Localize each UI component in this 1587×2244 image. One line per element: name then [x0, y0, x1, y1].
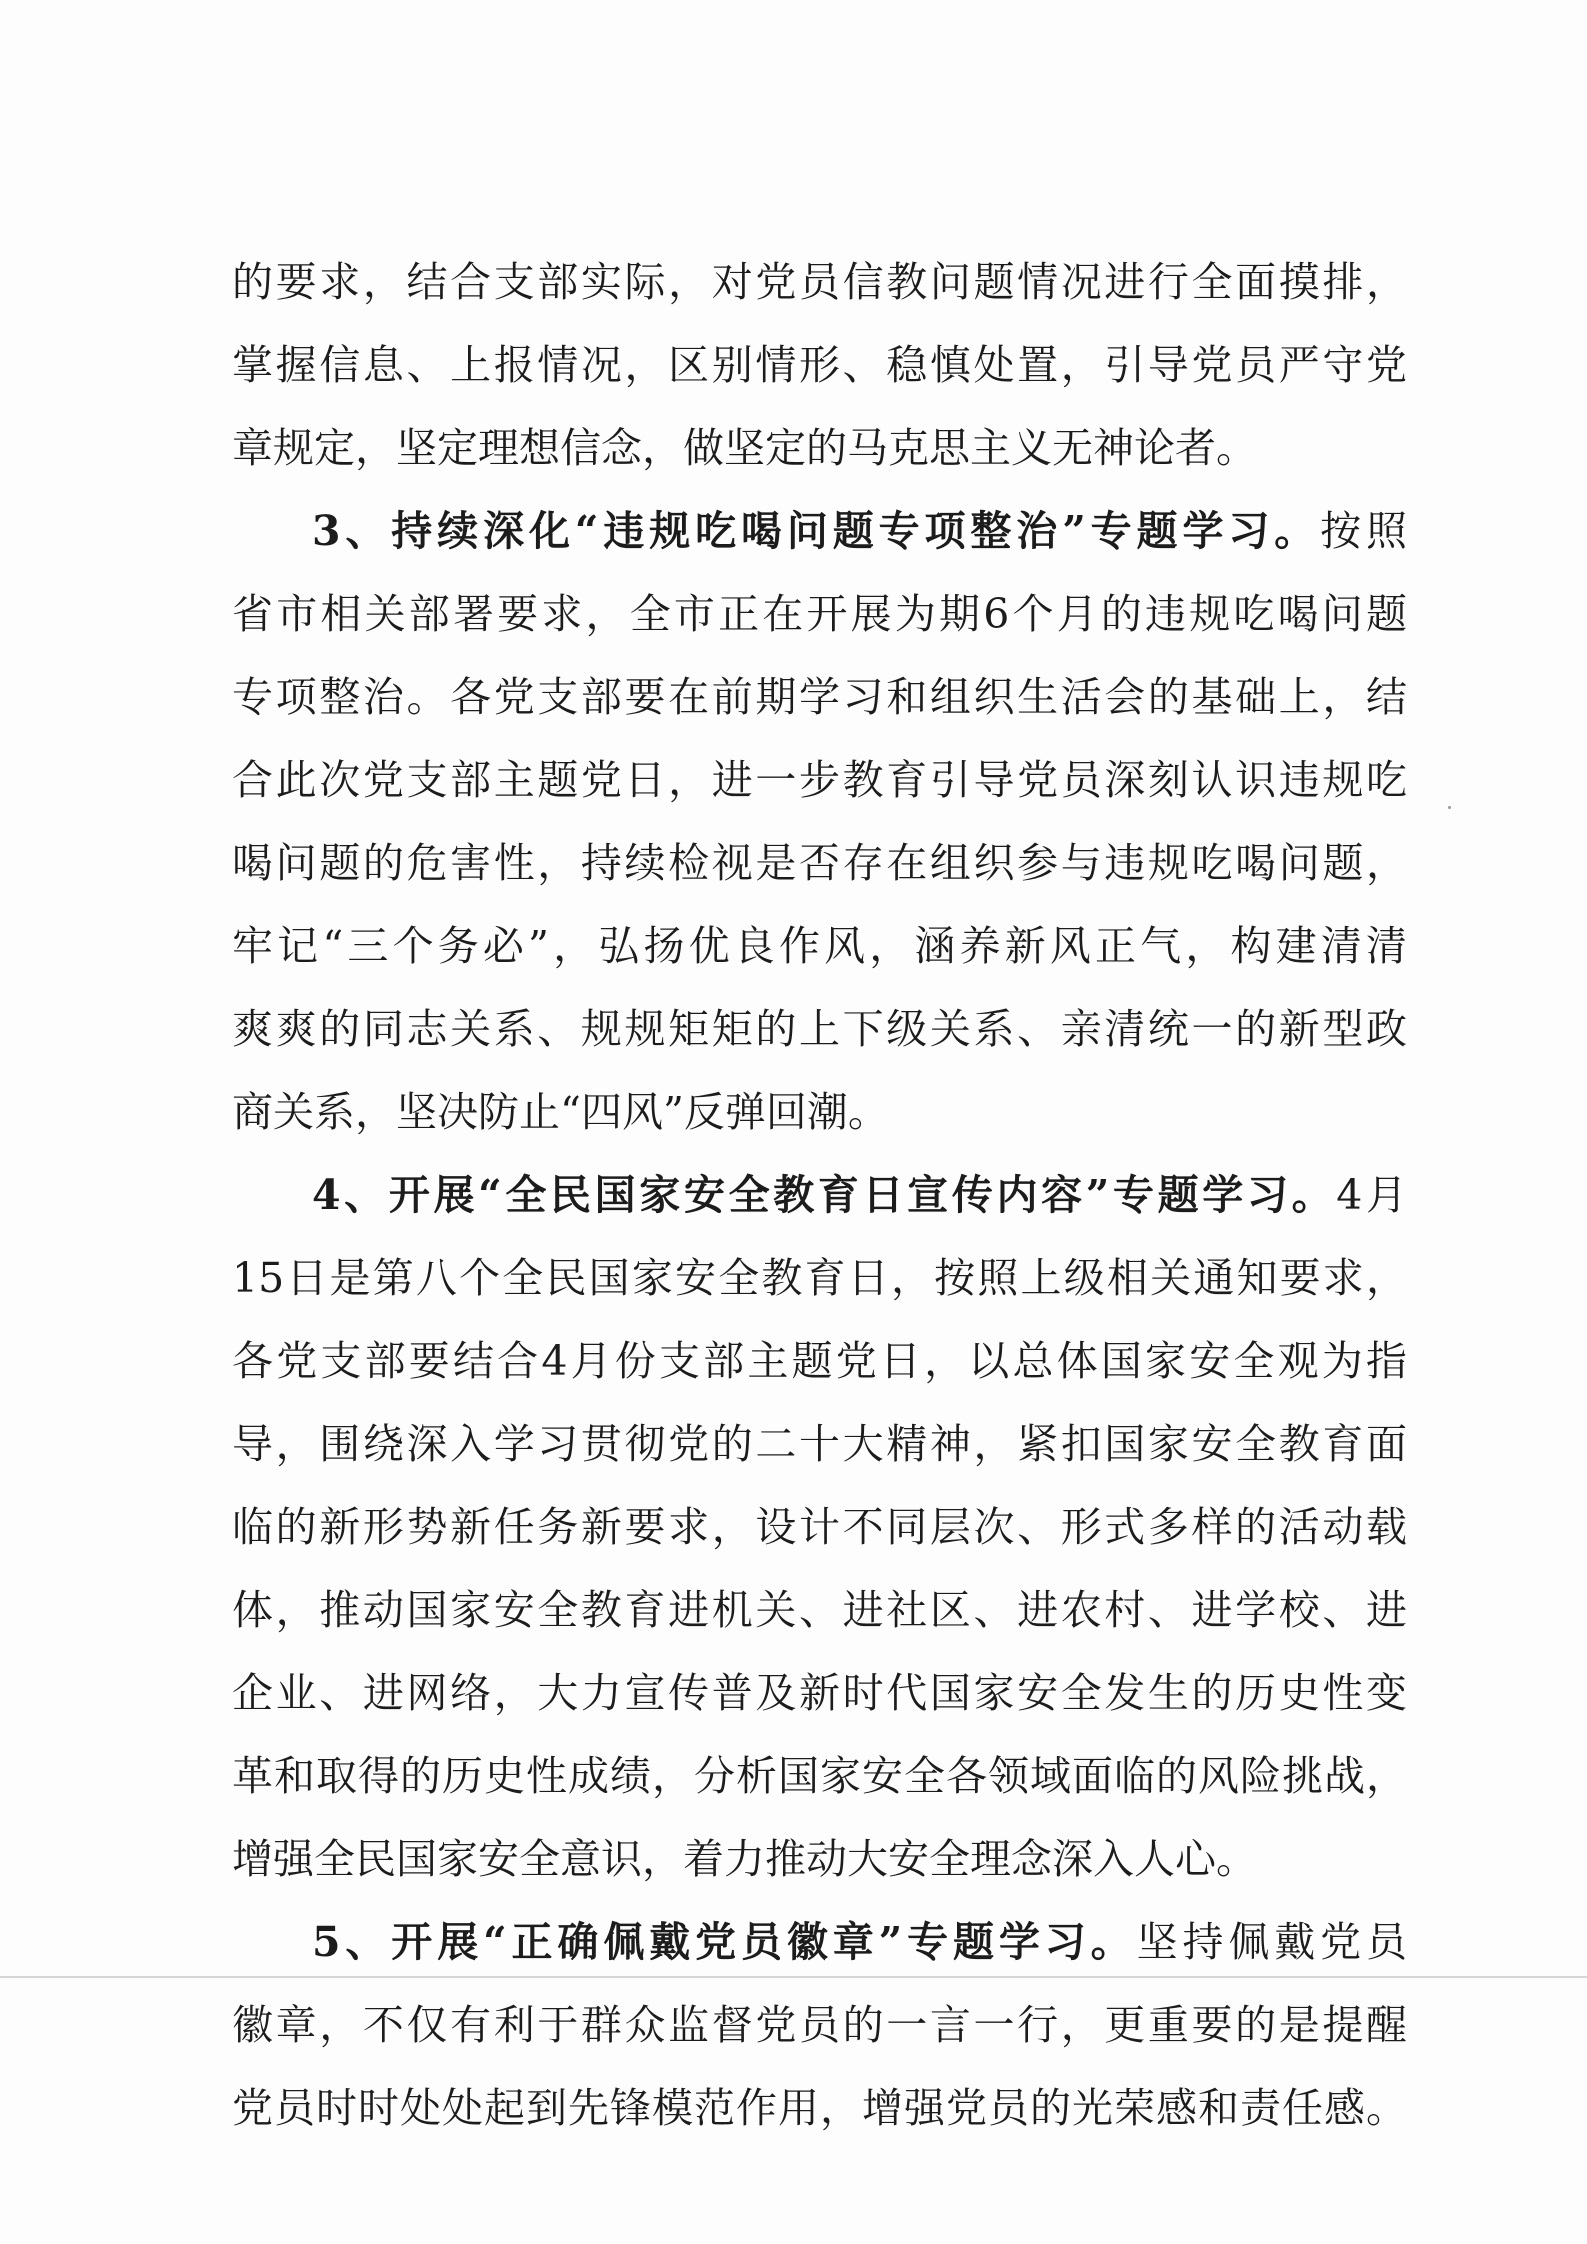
paragraph-line — [232, 1663, 1407, 1723]
line-text: 增强全民国家安全意识，着力推动大安全理念深入人心。 — [232, 1835, 1257, 1883]
line-text: 掌握信息、上报情况，区别情形、稳慎处置，引导党员严守党 — [232, 341, 1407, 389]
section-heading-line — [312, 1165, 1407, 1225]
paragraph-line — [232, 750, 1407, 810]
paragraph-line — [232, 1414, 1407, 1474]
paragraph-line — [232, 1497, 1407, 1557]
paragraph-line — [232, 1995, 1407, 2055]
paragraph-line — [232, 916, 1407, 976]
line-text: 坚持佩戴党员 — [1136, 1918, 1407, 1966]
paragraph-line — [232, 1082, 1407, 1142]
paragraph-line — [232, 667, 1407, 727]
line-text: 临的新形势新任务新要求，设计不同层次、形式多样的活动载 — [232, 1503, 1407, 1551]
line-text: 15日是第八个全民国家安全教育日，按照上级相关通知要求， — [232, 1254, 1407, 1302]
paragraph-line — [232, 1248, 1407, 1308]
section-heading: 4、开展“全民国家安全教育日宣传内容”专题学习。 — [312, 1171, 1337, 1219]
line-text: 喝问题的危害性，持续检视是否存在组织参与违规吃喝问题， — [232, 839, 1407, 887]
scan-speck — [1448, 806, 1451, 809]
line-text: 各党支部要结合4月份支部主题党日，以总体国家安全观为指 — [232, 1337, 1407, 1385]
line-text: 章规定，坚定理想信念，做坚定的马克思主义无神论者。 — [232, 424, 1257, 472]
section-heading-line — [312, 1912, 1407, 1972]
paragraph-line — [232, 584, 1407, 644]
line-text: 省市相关部署要求，全市正在开展为期6个月的违规吃喝问题 — [232, 590, 1407, 638]
line-text: 合此次党支部主题党日，进一步教育引导党员深刻认识违规吃 — [232, 756, 1407, 804]
line-text: 专项整治。各党支部要在前期学习和组织生活会的基础上，结 — [232, 673, 1407, 721]
line-text: 导，围绕深入学习贯彻党的二十大精神，紧扣国家安全教育面 — [232, 1420, 1407, 1468]
paragraph-line — [232, 1746, 1407, 1806]
line-text: 体，推动国家安全教育进机关、进社区、进农村、进学校、进 — [232, 1586, 1407, 1634]
line-text: 革和取得的历史性成绩，分析国家安全各领域面临的风险挑战， — [232, 1752, 1407, 1800]
paragraph-line — [232, 1580, 1407, 1640]
paragraph-line — [232, 833, 1407, 893]
paragraph-line — [232, 335, 1407, 395]
line-text: 4月 — [1336, 1171, 1407, 1219]
scan-fold-line — [0, 1976, 1587, 1978]
line-text: 爽爽的同志关系、规规矩矩的上下级关系、亲清统一的新型政 — [232, 1005, 1407, 1053]
line-text: 按照 — [1320, 507, 1407, 555]
paragraph-line — [232, 418, 1407, 478]
paragraph-line — [232, 1331, 1407, 1391]
paragraph-line — [232, 1829, 1407, 1889]
line-text: 的要求，结合支部实际，对党员信教问题情况进行全面摸排， — [232, 258, 1407, 306]
paragraph-line — [232, 252, 1407, 312]
paragraph-line — [232, 999, 1407, 1059]
line-text: 企业、进网络，大力宣传普及新时代国家安全发生的历史性变 — [232, 1669, 1407, 1717]
line-text: 商关系，坚决防止“四风”反弹回潮。 — [232, 1088, 889, 1136]
line-text: 牢记“三个务必”，弘扬优良作风，涵养新风正气，构建清清 — [232, 922, 1407, 970]
paragraph-line — [232, 2078, 1407, 2138]
section-heading: 3、持续深化“违规吃喝问题专项整治”专题学习。 — [312, 507, 1321, 555]
section-heading-line — [312, 501, 1407, 561]
line-text: 徽章，不仅有利于群众监督党员的一言一行，更重要的是提醒 — [232, 2001, 1407, 2049]
section-heading: 5、开展“正确佩戴党员徽章”专题学习。 — [312, 1918, 1137, 1966]
line-text: 党员时时处处起到先锋模范作用，增强党员的光荣感和责任感。 — [232, 2084, 1407, 2132]
